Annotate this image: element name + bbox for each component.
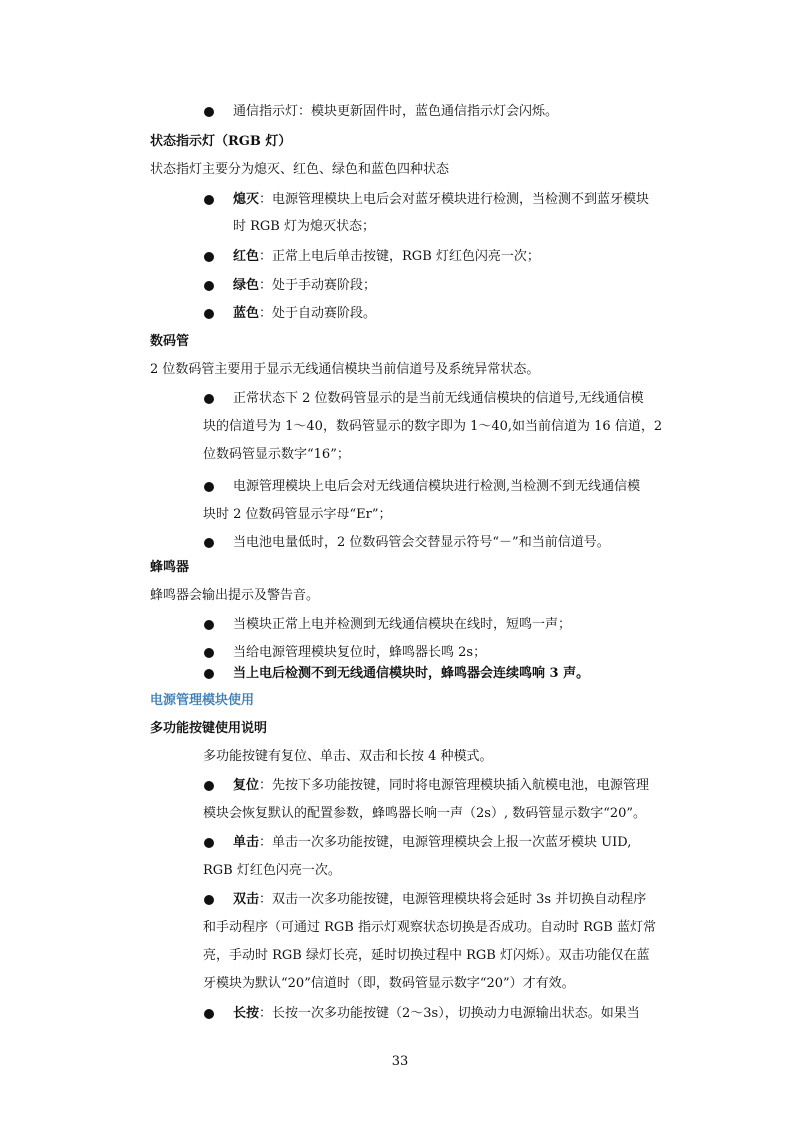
comm-led-text: 通信指示灯：模块更新固件时，蓝色通信指示灯会闪烁。 [233, 104, 559, 119]
double-text: ：双击一次多功能按键，电源管理模块将会延时 3s 并切换自动程序 [259, 892, 647, 907]
page-number: 33 [391, 1054, 409, 1069]
reset-text: ：先按下多功能按键，同时将电源管理模块插入航模电池，电源管理 [259, 778, 650, 793]
bullet-icon [204, 309, 214, 319]
digit-bullet-2: 电源管理模块上电后会对无线通信模块进行检测,当检测不到无线通信模 [233, 479, 641, 494]
buzzer-heading: 蜂鸣器 [150, 560, 190, 575]
buzzer-bullet-2: 当给电源管理模块复位时，蜂鸣器长鸣 2s； [233, 645, 487, 660]
reset-text-cont: 模块会恢复默认的配置参数，蜂鸣器长响一声（2s）, 数码管显示数字“20”。 [203, 806, 647, 821]
bullet-icon [204, 669, 214, 679]
bullet-icon [204, 620, 214, 630]
single-line [233, 834, 631, 851]
digit-bullet-1-cont: 块的信道号为 1～40，数码管显示的数字即为 1～40,如当前信道为 16 信道，2 [203, 419, 663, 434]
buzzer-bullet-1: 当模块正常上电并检测到无线通信模块在线时，短鸣一声； [233, 617, 572, 632]
bullet-icon [204, 781, 214, 791]
long-line [233, 1005, 640, 1022]
bullet-icon [204, 538, 214, 548]
button-intro: 多功能按键有复位、单击、双击和长按 4 种模式。 [203, 749, 493, 764]
bullet-icon [204, 107, 214, 117]
blue-text: ：处于自动赛阶段。 [259, 306, 377, 321]
green-text: ：处于手动赛阶段； [259, 278, 377, 293]
bullet-icon [204, 482, 214, 492]
off-text-cont: 时 RGB 灯为熄灭状态； [233, 219, 375, 234]
single-text-cont: RGB 灯红色闪亮一次。 [203, 863, 341, 878]
bullet-icon [204, 281, 214, 291]
status-led-heading: 状态指示灯（RGB 灯） [150, 134, 292, 149]
buzzer-intro: 蜂鸣器会输出提示及警告音。 [150, 588, 320, 603]
digit-bullet-2-cont: 块时 2 位数码管显示字母“Er”； [203, 507, 392, 522]
single-text: ：单击一次多功能按键，电源管理模块会上报一次蓝牙模块 UID, [259, 835, 632, 850]
digit-heading: 数码管 [150, 334, 190, 349]
double-text-cont2: 亮，手动时 RGB 绿灯长亮，延时切换过程中 RGB 灯闪烁）。双击功能仅在蓝 [203, 948, 650, 963]
buzzer-bullet-3: 当上电后检测不到无线通信模块时，蜂鸣器会连续鸣响 3 声。 [233, 666, 590, 681]
bullet-icon [204, 648, 214, 658]
blue-label: 蓝色 [233, 306, 260, 321]
double-line [233, 891, 646, 908]
status-led-intro: 状态指灯主要分为熄灭、红色、绿色和蓝色四种状态 [150, 162, 450, 177]
section-title: 电源管理模块使用 [150, 693, 255, 708]
double-text-cont3: 牙模块为默认“20”信道时（即，数码管显示数字“20”）才有效。 [203, 976, 575, 991]
long-label: 长按 [233, 1006, 260, 1021]
digit-intro: 2 位数码管主要用于显示无线通信模块当前信道号及系统异常状态。 [150, 362, 540, 377]
digit-bullet-1: 正常状态下 2 位数码管显示的是当前无线通信模块的信道号,无线通信模 [233, 391, 644, 406]
off-state-line [233, 191, 649, 208]
off-text: ：电源管理模块上电后会对蓝牙模块进行检测，当检测不到蓝牙模块 [259, 192, 650, 207]
green-label: 绿色 [233, 278, 260, 293]
single-label: 单击 [233, 835, 260, 850]
bullet-icon [204, 838, 214, 848]
digit-bullet-1-cont2: 位数码管显示数字“16”； [203, 447, 350, 462]
bullet-icon [204, 1009, 214, 1019]
bullet-icon [204, 195, 214, 205]
bullet-icon [204, 394, 214, 404]
double-label: 双击 [233, 892, 260, 907]
red-state-line [233, 248, 540, 265]
off-label: 熄灭 [233, 192, 260, 207]
red-label: 红色 [233, 249, 260, 264]
red-text: ：正常上电后单击按键，RGB 灯红色闪亮一次； [259, 249, 540, 264]
digit-bullet-3: 当电池电量低时，2 位数码管会交替显示符号“－”和当前信道号。 [233, 535, 610, 550]
green-state-line [233, 277, 376, 294]
button-heading: 多功能按键使用说明 [150, 721, 268, 736]
bullet-icon [204, 895, 214, 905]
long-text: ：长按一次多功能按键（2～3s），切换动力电源输出状态。如果当 [259, 1006, 640, 1021]
blue-state-line [233, 305, 376, 322]
bullet-icon [204, 252, 214, 262]
reset-label: 复位 [233, 778, 260, 793]
reset-line [233, 777, 649, 794]
double-text-cont: 和手动程序（可通过 RGB 指示灯观察状态切换是否成功。自动时 RGB 蓝灯常 [203, 920, 656, 935]
